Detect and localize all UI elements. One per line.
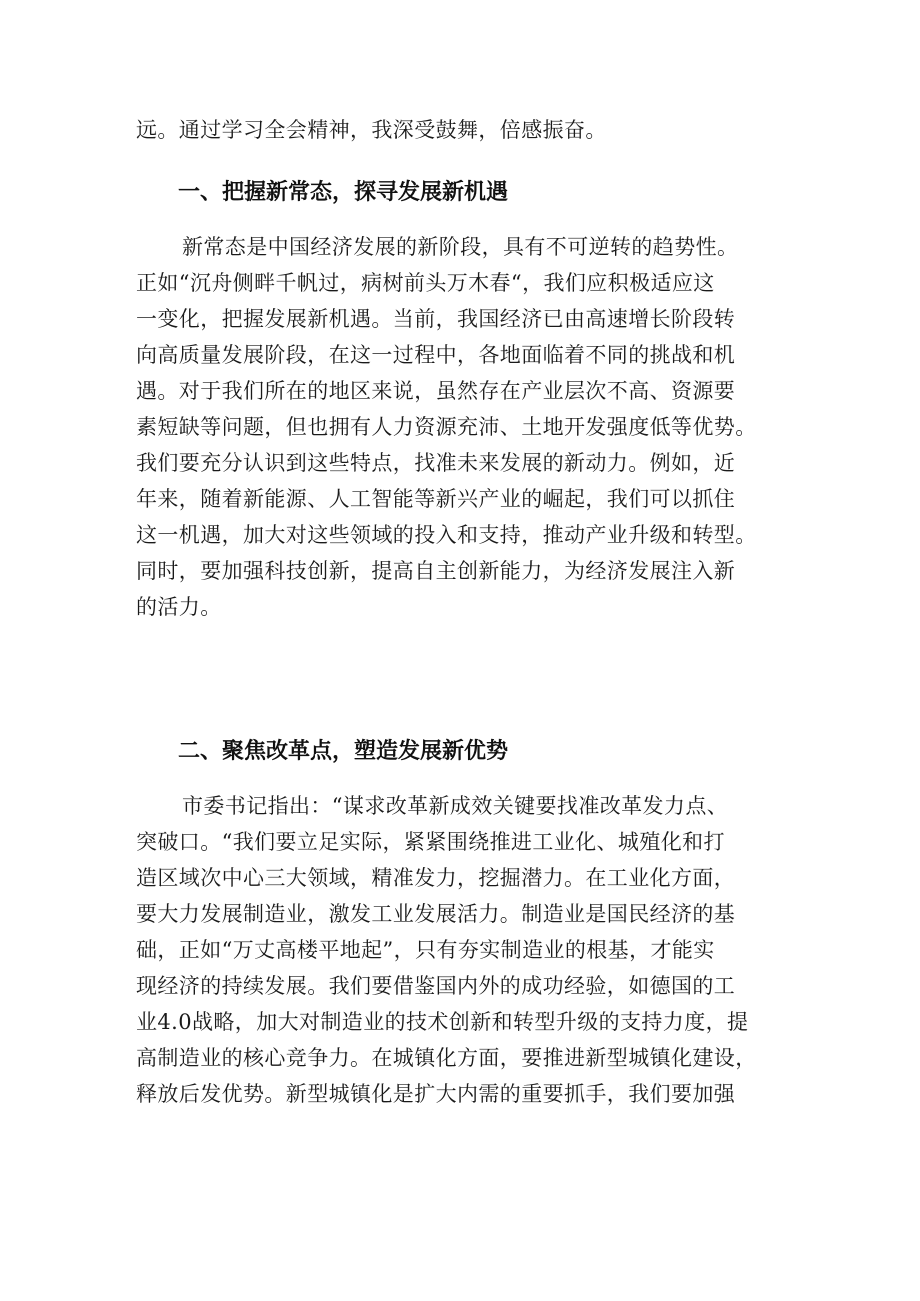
section-2-paragraph [136,788,796,1112]
paragraph-line: 素短缺等问题，但也拥有人力资源充沛、土地开发强度低等优势。 [136,415,757,439]
paragraph-line: 一变化，把握发展新机遇。当前，我国经济已由高速增长阶段转 [136,307,736,331]
paragraph-line: 年来，随着新能源、人工智能等新兴产业的崛起，我们可以抓住 [136,487,736,511]
intro-paragraph [136,112,796,148]
paragraph-line: 市委书记指出：“谋求改革新成效关键要找准改革发力点、 [182,794,729,818]
paragraph-line: 新常态是中国经济发展的新阶段，具有不可逆转的趋势性。 [182,235,739,259]
paragraph-line: 向高质量发展阶段，在这一过程中，各地面临着不同的挑战和机 [136,343,736,367]
paragraph-line: 这一机遇，加大对这些领域的投入和支持，推动产业升级和转型。 [136,523,757,547]
paragraph-line: 释放后发优势。新型城镇化是扩大内需的重要抓手，我们要加强 [136,1082,736,1106]
paragraph-line: 的活力。 [136,595,222,619]
section-heading-2: 二、聚焦改革点，塑造发展新优势 [178,739,509,764]
section-heading-1: 一、把握新常态，探寻发展新机遇 [178,180,509,205]
paragraph-line: 我们要充分认识到这些特点，找准未来发展的新动力。例如，近 [136,451,736,475]
paragraph-line: 突破口。“我们要立足实际，紧紧围绕推进工业化、城殖化和打 [136,830,725,854]
section-1-paragraph [136,229,796,625]
paragraph-line: 础，正如“万丈高楼平地起”，只有夯实制造业的根基，才能实 [136,938,715,962]
paragraph-line: 高制造业的核心竞争力。在城镇化方面，要推进新型城镇化建设， [136,1046,757,1070]
paragraph-line: 要大力发展制造业，激发工业发展活力。制造业是国民经济的基 [136,902,736,926]
paragraph-line: 遇。对于我们所在的地区来说，虽然存在产业层次不高、资源要 [136,379,736,403]
paragraph-line: 业4.0战略，加大对制造业的技术创新和转型升级的支持力度，提 [136,1010,749,1034]
paragraph-line: 造区域次中心三大领域，精准发力，挖掘潜力。在工业化方面， [136,866,736,890]
paragraph-line: 现经济的持续发展。我们要借鉴国内外的成功经验，如德国的工 [136,974,736,998]
paragraph-line: 同时，要加强科技创新，提高自主创新能力，为经济发展注入新 [136,559,736,583]
paragraph-line: 正如“沉舟侧畔千帆过，病树前头万木春“，我们应积极适应这 [136,271,715,295]
paragraph-line: 远。通过学习全会精神，我深受鼓舞，倍感振奋。 [136,118,607,142]
